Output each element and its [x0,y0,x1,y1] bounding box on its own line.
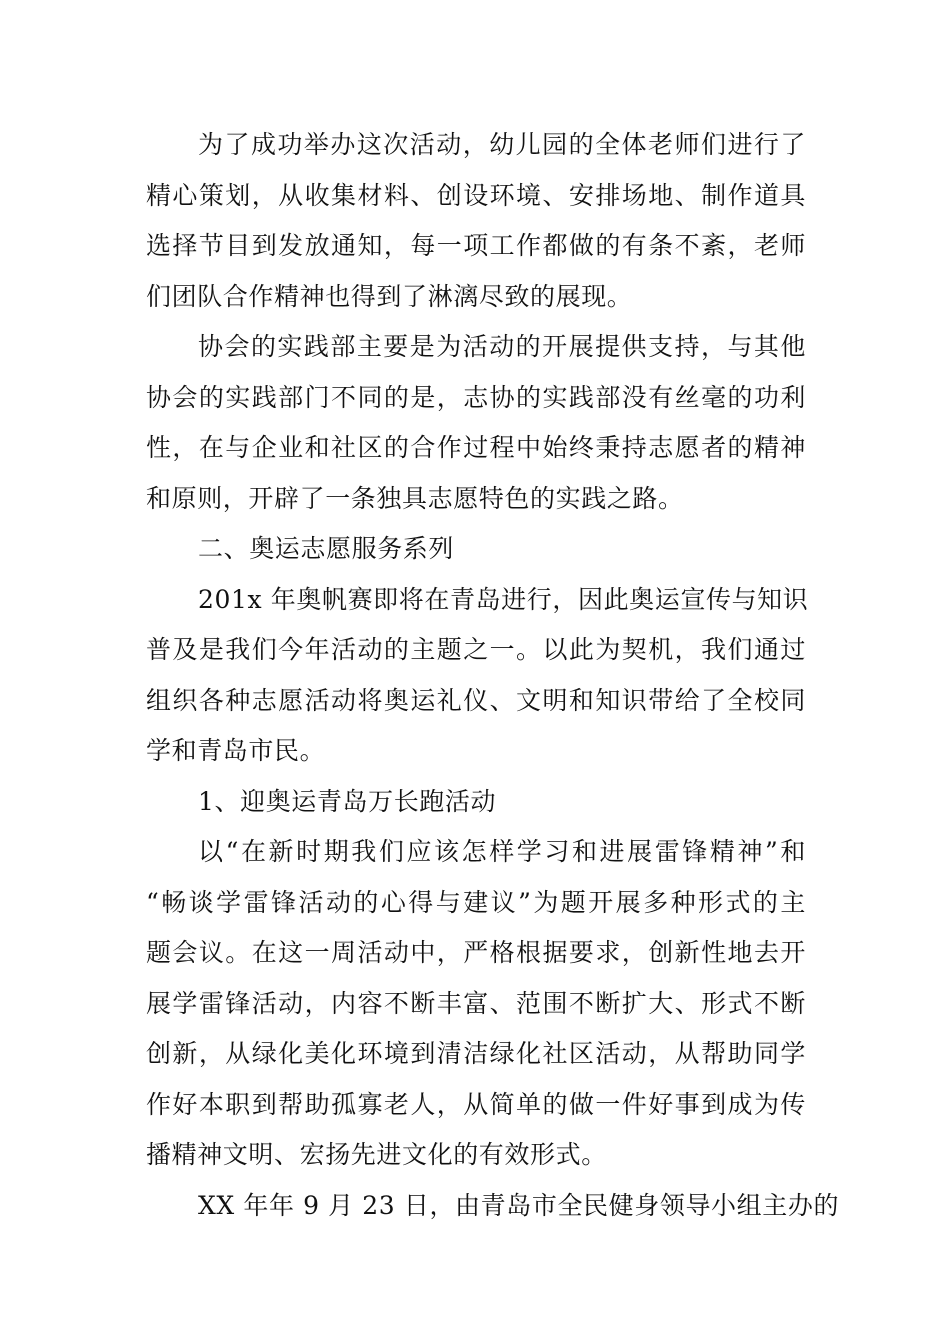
paragraph-2-line-4: 和原则，开辟了一条独具志愿特色的实践之路。 [146,483,684,513]
paragraph-4-line-5: 创新，从绿化美化环境到清洁绿化社区活动，从帮助同学 [146,1039,806,1068]
paragraph-3-line-1: 201x 年奥帆赛即将在青岛进行，因此奥运宣传与知识 [198,584,809,614]
paragraph-3-line-4: 学和青岛市民。 [146,736,326,765]
section-heading: 二、奥运志愿服务系列 [198,534,455,563]
paragraph-4-line-1: 以“在新时期我们应该怎样学习和进展雷锋精神”和 [198,837,806,866]
paragraph-4-line-3: 题会议。在这一周活动中，严格根据要求，创新性地去开 [146,938,806,967]
paragraph-2-line-3: 性，在与企业和社区的合作过程中始终秉持志愿者的精神 [146,433,806,462]
paragraph-4-line-4: 展学雷锋活动，内容不断丰富、范围不断扩大、形式不断 [146,988,806,1018]
paragraph-3-line-3: 组织各种志愿活动将奥运礼仪、文明和知识带给了全校同 [146,685,806,715]
paragraph-4-line-7: 播精神文明、宏扬先进文化的有效形式。 [146,1140,607,1169]
paragraph-4-line-6: 作好本职到帮助孤寡老人，从简单的做一件好事到成为传 [146,1089,806,1119]
paragraph-2-line-1: 协会的实践部主要是为活动的开展提供支持，与其他 [198,332,806,361]
paragraph-2-line-2: 协会的实践部门不同的是，志协的实践部没有丝毫的功利 [146,382,806,412]
subsection-heading: 1、迎奥运青岛万长跑活动 [198,786,497,816]
paragraph-1-line-3: 选择节目到发放通知，每一项工作都做的有条不紊，老师 [146,231,806,260]
paragraph-5-line-1: XX 年年 9 月 23 日，由青岛市全民健身领导小组主办的 [198,1190,840,1220]
paragraph-1-line-1: 为了成功举办这次活动，幼儿园的全体老师们进行了 [198,130,806,159]
paragraph-3-line-2: 普及是我们今年活动的主题之一。以此为契机，我们通过 [146,635,806,664]
paragraph-1-line-4: 们团队合作精神也得到了淋漓尽致的展现。 [146,281,633,311]
paragraph-4-line-2: “畅谈学雷锋活动的心得与建议”为题开展多种形式的主 [146,887,806,917]
paragraph-1-line-2: 精心策划，从收集材料、创设环境、安排场地、制作道具 [146,180,806,210]
body-text [146,120,840,1231]
